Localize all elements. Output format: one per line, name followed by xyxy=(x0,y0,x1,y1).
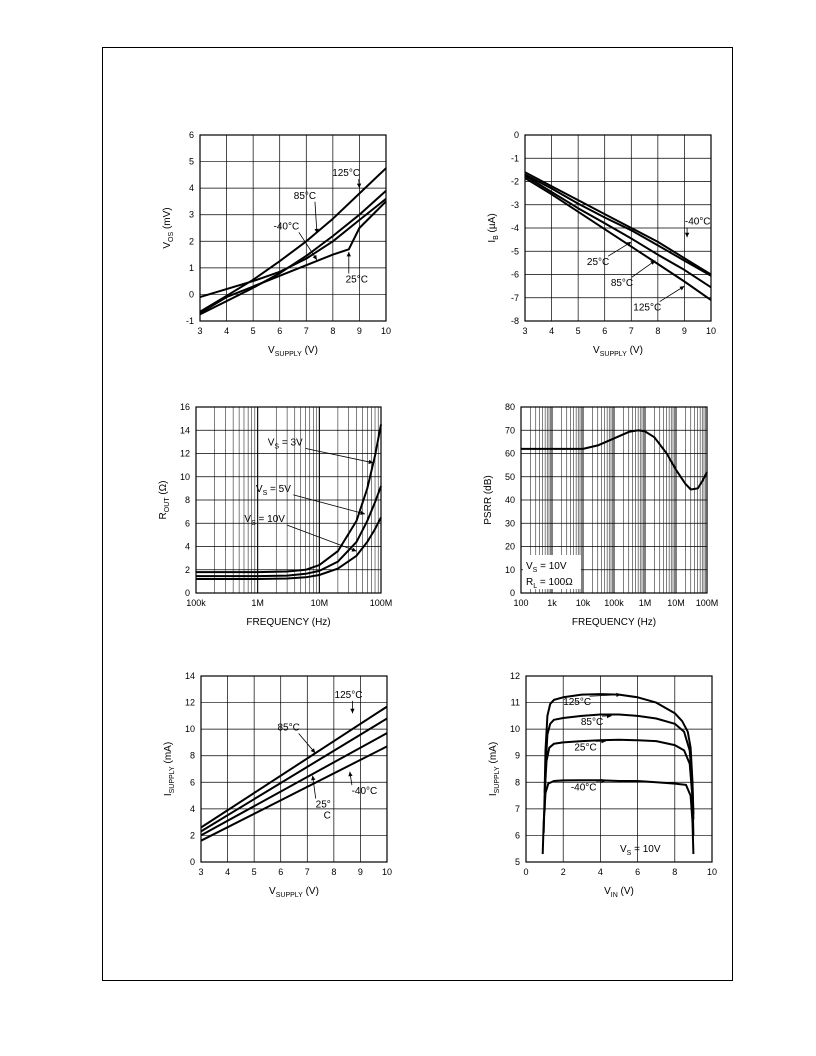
y-tick-label: -4 xyxy=(510,223,519,233)
x-tick-label: 6 xyxy=(277,326,283,336)
x-tick-label: 5 xyxy=(250,326,256,336)
plot-area-border xyxy=(201,676,387,862)
y-tick-label: 16 xyxy=(179,402,190,412)
x-tick-label: 100k xyxy=(186,598,206,608)
legend-text: $R_L = 100\Omega$ xyxy=(526,577,573,590)
y-tick-label: 0 xyxy=(509,588,515,598)
x-tick-label: 3 xyxy=(197,326,203,336)
annotation-label: 125°C xyxy=(563,697,592,709)
y-tick-label: 6 xyxy=(184,518,190,529)
annotation-label: -40°C xyxy=(684,216,711,228)
y-tick-label: 2 xyxy=(189,830,195,841)
y-tick-label: -6 xyxy=(510,269,519,280)
x-tick-label: 10M xyxy=(310,598,329,608)
chart-psrr xyxy=(483,402,718,628)
annotation-label: 85°C xyxy=(277,722,300,734)
series-line-125C xyxy=(545,694,694,814)
y-tick-label: 10 xyxy=(179,471,190,482)
y-tick-label: 20 xyxy=(504,541,515,552)
series-line-VS5V xyxy=(196,483,381,576)
y-tick-label: 3 xyxy=(188,209,194,220)
annotation-label: 85°C xyxy=(293,190,317,202)
x-axis-label: $V_{SUPPLY}$ (V) xyxy=(593,345,643,358)
y-tick-label: 0 xyxy=(513,130,519,140)
chart-isupply_vs xyxy=(163,671,392,899)
x-tick-label: 100M xyxy=(369,598,393,608)
y-tick-label: 2 xyxy=(188,236,194,247)
annotation-label: $V_S = 3V$ xyxy=(267,437,303,451)
annotation-label: -40°C xyxy=(570,782,597,794)
y-axis-label: $I_B$ (µA) xyxy=(487,213,500,243)
x-tick-label: 6 xyxy=(635,867,641,877)
y-tick-label: 10 xyxy=(509,724,520,735)
x-tick-label: 6 xyxy=(602,326,608,336)
y-tick-label: 11 xyxy=(510,697,520,708)
y-tick-label: 4 xyxy=(189,803,195,814)
annotation-leader xyxy=(315,202,317,234)
y-tick-label: -1 xyxy=(185,316,194,326)
y-tick-label: 30 xyxy=(504,518,515,529)
x-tick-label: 0 xyxy=(523,867,529,877)
x-tick-label: 8 xyxy=(330,326,336,336)
series-line-25C xyxy=(525,175,711,276)
arrowhead-icon xyxy=(311,776,315,781)
x-tick-label: 6 xyxy=(278,867,284,877)
arrowhead-icon xyxy=(685,233,689,238)
annotation-label: -40°C xyxy=(273,221,300,233)
y-tick-label: 12 xyxy=(509,671,520,681)
arrowhead-icon xyxy=(616,693,621,697)
series-line-25C xyxy=(544,740,694,836)
arrowhead-icon xyxy=(350,709,354,714)
arrowhead-icon xyxy=(347,252,351,257)
y-axis-label: PSRR (dB) xyxy=(483,475,494,525)
y-tick-label: 50 xyxy=(504,471,515,482)
y-tick-label: 40 xyxy=(504,495,515,505)
arrowhead-icon xyxy=(313,255,317,260)
plot-area-border xyxy=(526,676,712,862)
series-line--40C xyxy=(543,780,694,854)
x-tick-label: 4 xyxy=(225,867,231,877)
annotation-label: 125°C xyxy=(633,302,662,314)
annotation-label: 25° xyxy=(315,799,331,811)
y-tick-label: 8 xyxy=(514,777,520,788)
x-tick-label: 10k xyxy=(575,598,591,608)
chart-isupply_vin xyxy=(488,671,717,899)
x-tick-label: 7 xyxy=(303,326,309,336)
x-tick-label: 8 xyxy=(672,867,678,877)
y-tick-label: 12 xyxy=(184,697,195,708)
series-line-25C xyxy=(201,733,387,835)
x-tick-label: 10 xyxy=(380,326,392,336)
x-axis-label: FREQUENCY (Hz) xyxy=(571,617,657,628)
arrowhead-icon xyxy=(680,286,685,290)
annotation-label: 25°C xyxy=(574,742,597,754)
y-tick-label: 5 xyxy=(514,857,520,867)
x-tick-label: 100M xyxy=(695,598,719,608)
y-tick-label: 4 xyxy=(184,541,190,552)
legend-text: $V_S = 10V$ xyxy=(620,844,661,857)
y-axis-label: $I_{SUPPLY}$ (mA) xyxy=(163,741,176,797)
series-line-85C xyxy=(525,176,711,288)
y-axis-label: $V_{OS}$ (mV) xyxy=(162,207,175,249)
x-tick-label: 10 xyxy=(381,867,393,877)
y-tick-label: 10 xyxy=(184,724,195,735)
x-tick-label: 1M xyxy=(251,598,264,608)
x-tick-label: 9 xyxy=(357,867,363,877)
y-tick-label: -8 xyxy=(510,316,519,326)
annotation-label: 25°C xyxy=(586,257,610,269)
x-tick-label: 1M xyxy=(638,598,652,608)
series-line-85C xyxy=(545,715,694,820)
x-axis-label: $V_{SUPPLY}$ (V) xyxy=(269,886,319,899)
y-tick-label: 6 xyxy=(188,130,194,140)
annotation-label: 125°C xyxy=(332,168,361,180)
annotation-label: $V_S = 5V$ xyxy=(255,483,291,497)
y-tick-label: 10 xyxy=(504,564,515,575)
y-tick-label: 7 xyxy=(514,803,520,814)
y-tick-label: 0 xyxy=(188,289,194,300)
y-tick-label: 0 xyxy=(184,588,190,598)
y-tick-label: 60 xyxy=(504,448,515,459)
legend-text: $V_S = 10V$ xyxy=(526,561,567,574)
x-axis-label: $V_{SUPPLY}$ (V) xyxy=(268,345,318,358)
y-tick-label: 12 xyxy=(179,448,190,459)
x-axis-label: $V_{IN}$ (V) xyxy=(604,886,634,899)
annotation-label: 25°C xyxy=(345,274,368,286)
x-tick-label: 5 xyxy=(251,867,257,877)
annotation-leader xyxy=(305,448,373,462)
y-tick-label: 0 xyxy=(189,857,195,867)
x-tick-label: 100k xyxy=(604,598,624,608)
x-tick-label: 5 xyxy=(575,326,581,336)
x-tick-label: 10M xyxy=(667,598,685,608)
x-tick-label: 3 xyxy=(522,326,528,336)
y-tick-label: 8 xyxy=(184,495,190,505)
series-line-85C xyxy=(201,719,387,832)
arrowhead-icon xyxy=(357,184,361,189)
x-tick-label: 2 xyxy=(560,867,566,877)
y-tick-label: -1 xyxy=(510,153,519,164)
y-axis-label: $R_{OUT}$ (Ω) xyxy=(158,480,171,520)
x-tick-label: 4 xyxy=(224,326,230,336)
y-tick-label: -2 xyxy=(510,176,519,187)
x-tick-label: 4 xyxy=(549,326,555,336)
chart-vos xyxy=(162,130,391,358)
y-tick-label: 4 xyxy=(188,183,194,194)
series-line-25C xyxy=(200,201,386,313)
x-axis-label: FREQUENCY (Hz) xyxy=(246,617,331,628)
chart-ib xyxy=(487,130,716,358)
annotation-label: 85°C xyxy=(610,278,634,290)
annotation-label: -40°C xyxy=(351,786,378,798)
series-line-125C xyxy=(200,168,386,312)
annotation-leader xyxy=(293,495,365,514)
y-axis-label: $I_{SUPPLY}$ (mA) xyxy=(488,741,501,797)
x-tick-label: 7 xyxy=(304,867,310,877)
y-tick-label: 14 xyxy=(184,671,195,681)
x-tick-label: 100 xyxy=(513,598,529,608)
y-tick-label: 6 xyxy=(189,777,195,788)
x-tick-label: 3 xyxy=(198,867,204,877)
y-tick-label: -7 xyxy=(510,292,519,303)
x-tick-label: 1k xyxy=(547,598,557,608)
annotation-label: C xyxy=(323,810,331,822)
x-tick-label: 10 xyxy=(705,326,717,336)
y-tick-label: 8 xyxy=(189,750,195,761)
y-tick-label: 5 xyxy=(188,156,194,167)
annotation-label: 125°C xyxy=(334,689,363,701)
annotation-label: 85°C xyxy=(580,717,604,729)
y-tick-label: 6 xyxy=(514,830,520,841)
x-tick-label: 10 xyxy=(706,867,718,877)
arrowhead-icon xyxy=(348,772,352,777)
x-tick-label: 4 xyxy=(597,867,603,877)
x-tick-label: 8 xyxy=(331,867,337,877)
x-tick-label: 9 xyxy=(681,326,687,336)
x-tick-label: 9 xyxy=(356,326,362,336)
y-tick-label: -5 xyxy=(510,246,519,257)
annotation-label: $V_S = 10V$ xyxy=(244,514,285,528)
y-tick-label: 2 xyxy=(184,564,190,575)
x-tick-label: 8 xyxy=(655,326,661,336)
y-tick-label: 70 xyxy=(504,425,515,436)
y-tick-label: -3 xyxy=(510,199,519,210)
chart-rout xyxy=(158,402,392,628)
y-tick-label: 9 xyxy=(514,750,520,761)
x-tick-label: 7 xyxy=(628,326,634,336)
y-tick-label: 14 xyxy=(179,425,190,436)
y-tick-label: 1 xyxy=(188,262,194,273)
y-tick-label: 80 xyxy=(504,402,515,412)
arrowhead-icon xyxy=(352,548,357,552)
